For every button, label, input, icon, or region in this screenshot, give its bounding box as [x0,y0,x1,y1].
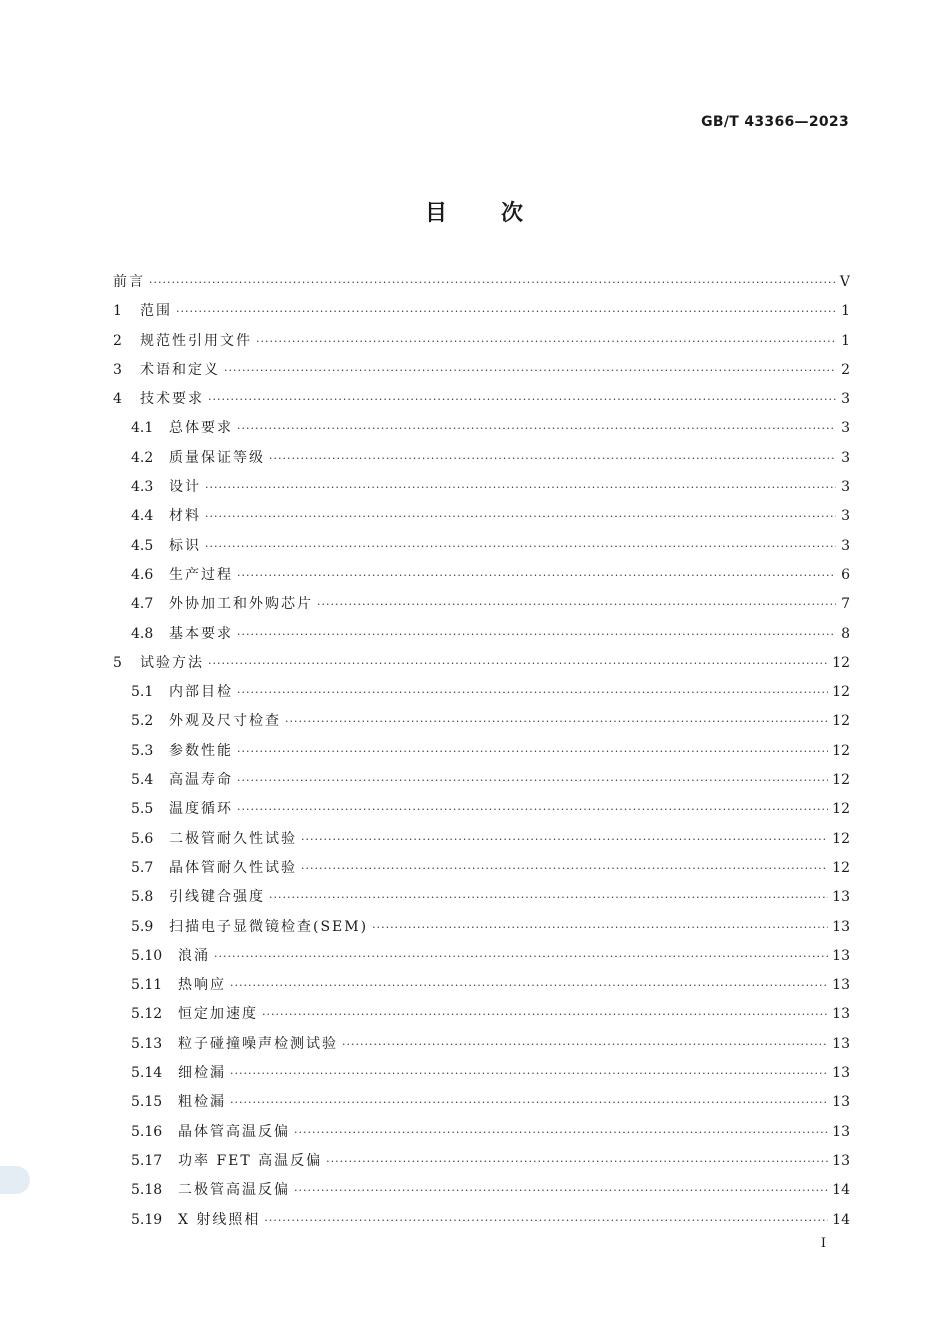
toc-entry-page: 3 [841,420,850,437]
toc-entry-label: 规范性引用文件 [140,332,252,349]
toc-entry-number: 5.6 [131,830,154,847]
toc-entry-number: 5.14 [131,1065,163,1082]
toc-entry-number: 5.3 [131,742,154,759]
toc-dot-leader [230,1059,828,1088]
toc-entry-number: 4.7 [131,596,154,613]
toc-dot-leader [262,1000,828,1029]
toc-entry[interactable] [113,327,850,356]
toc-entry[interactable] [113,1118,850,1147]
toc-entry-number: 5.2 [131,713,154,730]
toc-entry-label: 扫描电子显微镜检查(SEM) [169,918,369,935]
toc-entry[interactable] [113,649,850,678]
toc-entry-page: 2 [841,361,850,378]
toc-entry-label: 粒子碰撞噪声检测试验 [178,1035,338,1052]
toc-dot-leader [205,473,836,502]
toc-dot-leader [237,414,836,443]
toc-entry-label: 外观及尺寸检查 [169,713,281,730]
toc-entry-number: 4 [113,391,122,408]
toc-entry-label: X 射线照相 [178,1211,261,1228]
toc-dot-leader [285,707,828,736]
toc-dot-leader [237,561,836,590]
toc-dot-leader [230,971,828,1000]
toc-entry-page: 14 [832,1182,850,1199]
toc-entry-number: 5.13 [131,1035,163,1052]
toc-entry-label: 粗检漏 [178,1094,226,1111]
toc-entry-number: 4.5 [131,537,154,554]
toc-entry-page: 13 [832,918,850,935]
toc-entry-number: 4.3 [131,479,154,496]
toc-dot-leader [149,268,836,297]
toc-entry-number: 2 [113,332,122,349]
toc-entry-page: 12 [832,801,850,818]
toc-entry[interactable] [113,1176,850,1205]
toc-dot-leader [205,502,836,531]
toc-entry-label: 温度循环 [169,801,233,818]
toc-entry-label: 功率 FET 高温反偏 [178,1152,323,1169]
toc-entry-label: 热响应 [178,977,226,994]
toc-entry-label: 标识 [169,537,201,554]
toc-entry-number: 3 [113,361,122,378]
toc-entry-page: 8 [841,625,850,642]
toc-entry-label: 总体要求 [169,420,233,437]
toc-title-char-2: 次 [501,201,526,226]
toc-dot-leader [317,590,836,619]
toc-entry[interactable] [113,971,850,1000]
toc-entry[interactable] [113,766,850,795]
toc-entry[interactable] [113,707,850,736]
toc-entry-page: 3 [841,537,850,554]
page-number: I [820,1236,826,1251]
toc-entry-page: 13 [832,1152,850,1169]
toc-entry-label: 引线键合强度 [169,889,265,906]
toc-entry-number: 1 [113,303,122,320]
toc-dot-leader [237,795,828,824]
toc-entry-label: 细检漏 [178,1065,226,1082]
toc-entry-label: 生产过程 [169,566,233,583]
toc-entry[interactable] [113,1030,850,1059]
toc-entry-page: 13 [832,977,850,994]
toc-entry-number: 5.5 [131,801,154,818]
toc-dot-leader [342,1030,828,1059]
toc-dot-leader [301,825,828,854]
toc-dot-leader [208,649,828,678]
toc-entry-page: 12 [832,713,850,730]
toc-entry-label: 范围 [140,303,172,320]
toc-entry-page: 13 [832,1123,850,1140]
toc-entry-number: 5.12 [131,1006,163,1023]
toc-entry-page: 12 [832,830,850,847]
toc-entry[interactable] [113,854,850,883]
toc-entry-label: 质量保证等级 [169,449,265,466]
toc-entry[interactable] [113,385,850,414]
toc-entry-label: 参数性能 [169,742,233,759]
toc-entry-number: 4.2 [131,449,154,466]
toc-entry-page: 12 [832,684,850,701]
toc-entry[interactable] [113,297,850,326]
toc-entry[interactable] [113,825,850,854]
toc-entry[interactable] [113,502,850,531]
toc-entry-number: 5.19 [131,1211,163,1228]
toc-entry[interactable] [113,1000,850,1029]
toc-entry-label: 基本要求 [169,625,233,642]
toc-list [113,268,850,1235]
toc-entry[interactable] [113,883,850,912]
toc-entry[interactable] [113,590,850,619]
toc-entry[interactable] [113,268,850,297]
toc-entry-page: 13 [832,1035,850,1052]
toc-entry-number: 4.4 [131,508,154,525]
toc-dot-leader [205,532,836,561]
toc-entry-page: 3 [841,449,850,466]
toc-entry-label: 前言 [113,274,145,290]
watermark-logo [0,1166,30,1194]
toc-entry-page: 12 [832,742,850,759]
toc-entry-page: 6 [841,566,850,583]
toc-entry-label: 技术要求 [140,391,204,408]
toc-entry-page: 12 [832,654,850,671]
toc-entry-number: 5.8 [131,889,154,906]
toc-entry-label: 晶体管高温反偏 [178,1123,290,1140]
toc-entry-page: 12 [832,772,850,789]
toc-entry[interactable] [113,1059,850,1088]
toc-dot-leader [256,327,836,356]
toc-dot-leader [237,678,828,707]
toc-entry[interactable] [113,356,850,385]
toc-entry-label: 二极管高温反偏 [178,1182,290,1199]
toc-entry-number: 5.11 [131,977,163,994]
toc-entry-page: V [839,274,850,290]
toc-entry-number: 5.15 [131,1094,163,1111]
toc-entry-page: 13 [832,1094,850,1111]
toc-entry-number: 4.8 [131,625,154,642]
toc-dot-leader [294,1176,828,1205]
toc-entry[interactable] [113,532,850,561]
toc-dot-leader [237,737,828,766]
toc-dot-leader [269,444,836,473]
toc-entry-page: 3 [841,391,850,408]
toc-entry-page: 3 [841,479,850,496]
toc-entry[interactable] [113,737,850,766]
toc-entry-label: 设计 [169,479,201,496]
toc-entry[interactable] [113,913,850,942]
toc-dot-leader [224,356,836,385]
toc-entry-number: 5.9 [131,918,154,935]
toc-entry-page: 1 [841,332,850,349]
toc-entry-label: 二极管耐久性试验 [169,830,297,847]
toc-entry-label: 试验方法 [140,654,204,671]
toc-entry-number: 4.6 [131,566,154,583]
toc-dot-leader [237,766,828,795]
toc-entry-number: 5.4 [131,772,154,789]
toc-entry-page: 7 [841,596,850,613]
toc-entry[interactable] [113,1206,850,1235]
toc-entry-number: 5 [113,654,122,671]
toc-dot-leader [237,620,836,649]
toc-title [0,196,950,227]
toc-entry[interactable] [113,942,850,971]
toc-entry-page: 14 [832,1211,850,1228]
toc-dot-leader [176,297,836,326]
toc-entry-number: 5.7 [131,859,154,876]
toc-entry[interactable] [113,444,850,473]
toc-entry-page: 13 [832,1065,850,1082]
toc-entry[interactable] [113,1147,850,1176]
toc-entry[interactable] [113,620,850,649]
toc-entry[interactable] [113,414,850,443]
toc-dot-leader [301,854,828,883]
toc-dot-leader [294,1118,828,1147]
standard-code: GB/T 43366—2023 [701,114,849,130]
toc-entry-label: 内部目检 [169,684,233,701]
toc-entry-label: 浪涌 [178,947,210,964]
toc-dot-leader [326,1147,828,1176]
toc-entry-page: 13 [832,947,850,964]
toc-entry-label: 恒定加速度 [178,1006,258,1023]
toc-title-char-1: 目 [424,201,449,226]
toc-entry-label: 外协加工和外购芯片 [169,596,313,613]
toc-dot-leader [264,1206,828,1235]
toc-entry-page: 12 [832,859,850,876]
toc-dot-leader [269,883,828,912]
toc-entry-page: 3 [841,508,850,525]
toc-entry-label: 晶体管耐久性试验 [169,859,297,876]
toc-dot-leader [230,1088,828,1117]
toc-entry-label: 高温寿命 [169,772,233,789]
toc-entry-number: 5.16 [131,1123,163,1140]
toc-dot-leader [372,913,828,942]
toc-entry-page: 13 [832,1006,850,1023]
toc-entry[interactable] [113,473,850,502]
toc-entry-page: 13 [832,889,850,906]
toc-entry-label: 术语和定义 [140,361,220,378]
toc-dot-leader [208,385,836,414]
toc-entry[interactable] [113,795,850,824]
toc-entry-number: 5.10 [131,947,163,964]
toc-entry[interactable] [113,678,850,707]
toc-entry-number: 5.18 [131,1182,163,1199]
toc-entry-number: 4.1 [131,420,154,437]
toc-entry-number: 5.17 [131,1152,163,1169]
toc-entry-number: 5.1 [131,684,154,701]
toc-entry-label: 材料 [169,508,201,525]
toc-entry[interactable] [113,1088,850,1117]
toc-entry-page: 1 [841,303,850,320]
toc-entry[interactable] [113,561,850,590]
toc-dot-leader [214,942,828,971]
